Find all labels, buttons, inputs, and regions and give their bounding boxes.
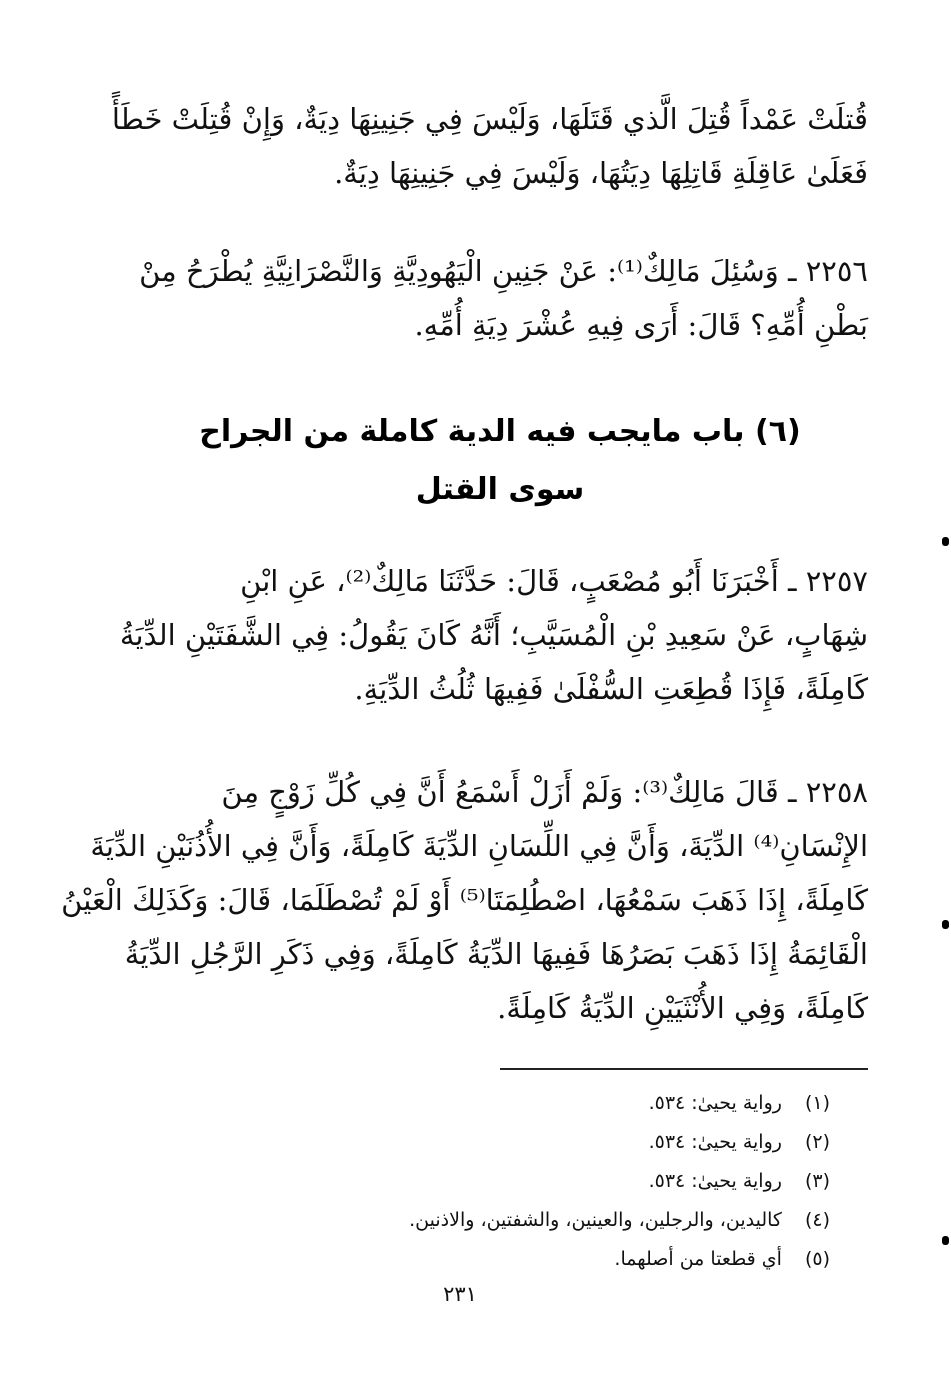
text-line: شِهَابٍ، عَنْ سَعِيدِ بْنِ الْمُسَيَّبِ؛ أَنَّهُ كَانَ يَقُولُ: فِي الشَّفَتَيْنِ الدِّيَةُ [119, 618, 868, 652]
footnote-text: رواية يحيىٰ: ٥٣٤. [648, 1170, 782, 1192]
scan-speck [942, 1236, 949, 1245]
footnote-item [300, 1123, 830, 1162]
footnote-text: أي قطعتا من أصلهما. [614, 1248, 782, 1270]
text-line: فَعَلَىٰ عَاقِلَةِ قَاتِلِهَا دِيَتُهَا، وَلَيْسَ فِي جَنِينِهَا دِيَةٌ. [334, 156, 868, 190]
text-line: كَامِلَةً، وَفِي الأُنْثَيَيْنِ الدِّيَةُ كَامِلَةً. [497, 991, 868, 1025]
footnote-item [300, 1240, 830, 1279]
footnote-item [300, 1162, 830, 1201]
text-line: ٢٢٥٧ ـ أَخْبَرَنَا أَبُو مُصْعَبٍ، قَالَ: حَدَّثَنَا مَالِكٌ⁽²⁾، عَنِ ابْنِ [240, 564, 868, 598]
footnote-item [300, 1084, 830, 1123]
scan-speck [942, 537, 949, 546]
paragraph-2258 [61, 765, 868, 1035]
text-line: بَطْنِ أُمِّهِ؟ قَالَ: أَرَى فِيهِ عُشْرَ دِيَةِ أُمِّهِ. [414, 308, 868, 342]
text-line: ٢٢٥٦ ـ وَسُئِلَ مَالِكٌ⁽¹⁾: عَنْ جَنِينِ الْيَهُودِيَّةِ وَالنَّصْرَانِيَّةِ يُطْرَحُ مِنْ [139, 254, 868, 288]
footnote-text: كاليدين، والرجلين، والعينين، والشفتين، والاذنين. [409, 1209, 782, 1231]
text-line: الْقَائِمَةُ إِذَا ذَهَبَ بَصَرُهَا فَفِيهَا الدِّيَةُ كَامِلَةً، وَفِي ذَكَرِ الرَّجُلِ الدِّيَةُ [124, 937, 868, 971]
text-line: الإِنْسَانِ⁽⁴⁾ الدِّيَةَ، وَأَنَّ فِي اللِّسَانِ الدِّيَةَ كَامِلَةً، وَأَنَّ فِي الأُذُنَيْنِ الدِّيَةَ [90, 829, 868, 863]
paragraph-2256 [128, 244, 868, 352]
text-line: كَامِلَةً، إِذَا ذَهَبَ سَمْعُهَا، اصْطُلِمَتَا⁽⁵⁾ أَوْ لَمْ تُصْطَلَمَا، قَالَ: وَكَذَلِكَ الْعَيْنُ [61, 883, 868, 917]
paragraph-2257 [119, 554, 868, 716]
paragraph-continuation [111, 92, 868, 200]
footnote-text: رواية يحيىٰ: ٥٣٤. [648, 1131, 782, 1153]
chapter-heading: (٦) باب مايجب فيه الدية كاملة من الجراح [199, 414, 801, 449]
scan-speck [942, 920, 949, 929]
text-line: ٢٢٥٨ ـ قَالَ مَالِكٌ⁽³⁾: وَلَمْ أَزَلْ أَسْمَعُ أَنَّ فِي كُلِّ زَوْجٍ مِنَ [221, 775, 868, 809]
footnote-number: (٢) [804, 1131, 830, 1153]
footnote-number: (٥) [804, 1248, 830, 1270]
footnote-number: (٤) [804, 1209, 830, 1231]
footnotes [300, 1084, 830, 1279]
footnote-number: (١) [804, 1092, 830, 1114]
text-line: قُتلَتْ عَمْداً قُتِلَ الَّذي قَتَلَهَا، وَلَيْسَ فِي جَنِينِهَا دِيَةٌ، وَإِنْ قُتِلَتْ خَطَأً [111, 102, 868, 136]
chapter-heading-subline: سوى القتل [415, 472, 585, 507]
text-line: كَامِلَةً، فَإِذَا قُطِعَتِ السُّفْلَىٰ فَفِيهَا ثُلُثُ الدِّيَةِ. [354, 672, 868, 706]
footnote-number: (٣) [804, 1170, 830, 1192]
footnote-text: رواية يحيىٰ: ٥٣٤. [648, 1092, 782, 1114]
footnote-divider [500, 1068, 868, 1070]
page-number: ٢٣١ [443, 1282, 477, 1306]
footnote-item [300, 1201, 830, 1240]
